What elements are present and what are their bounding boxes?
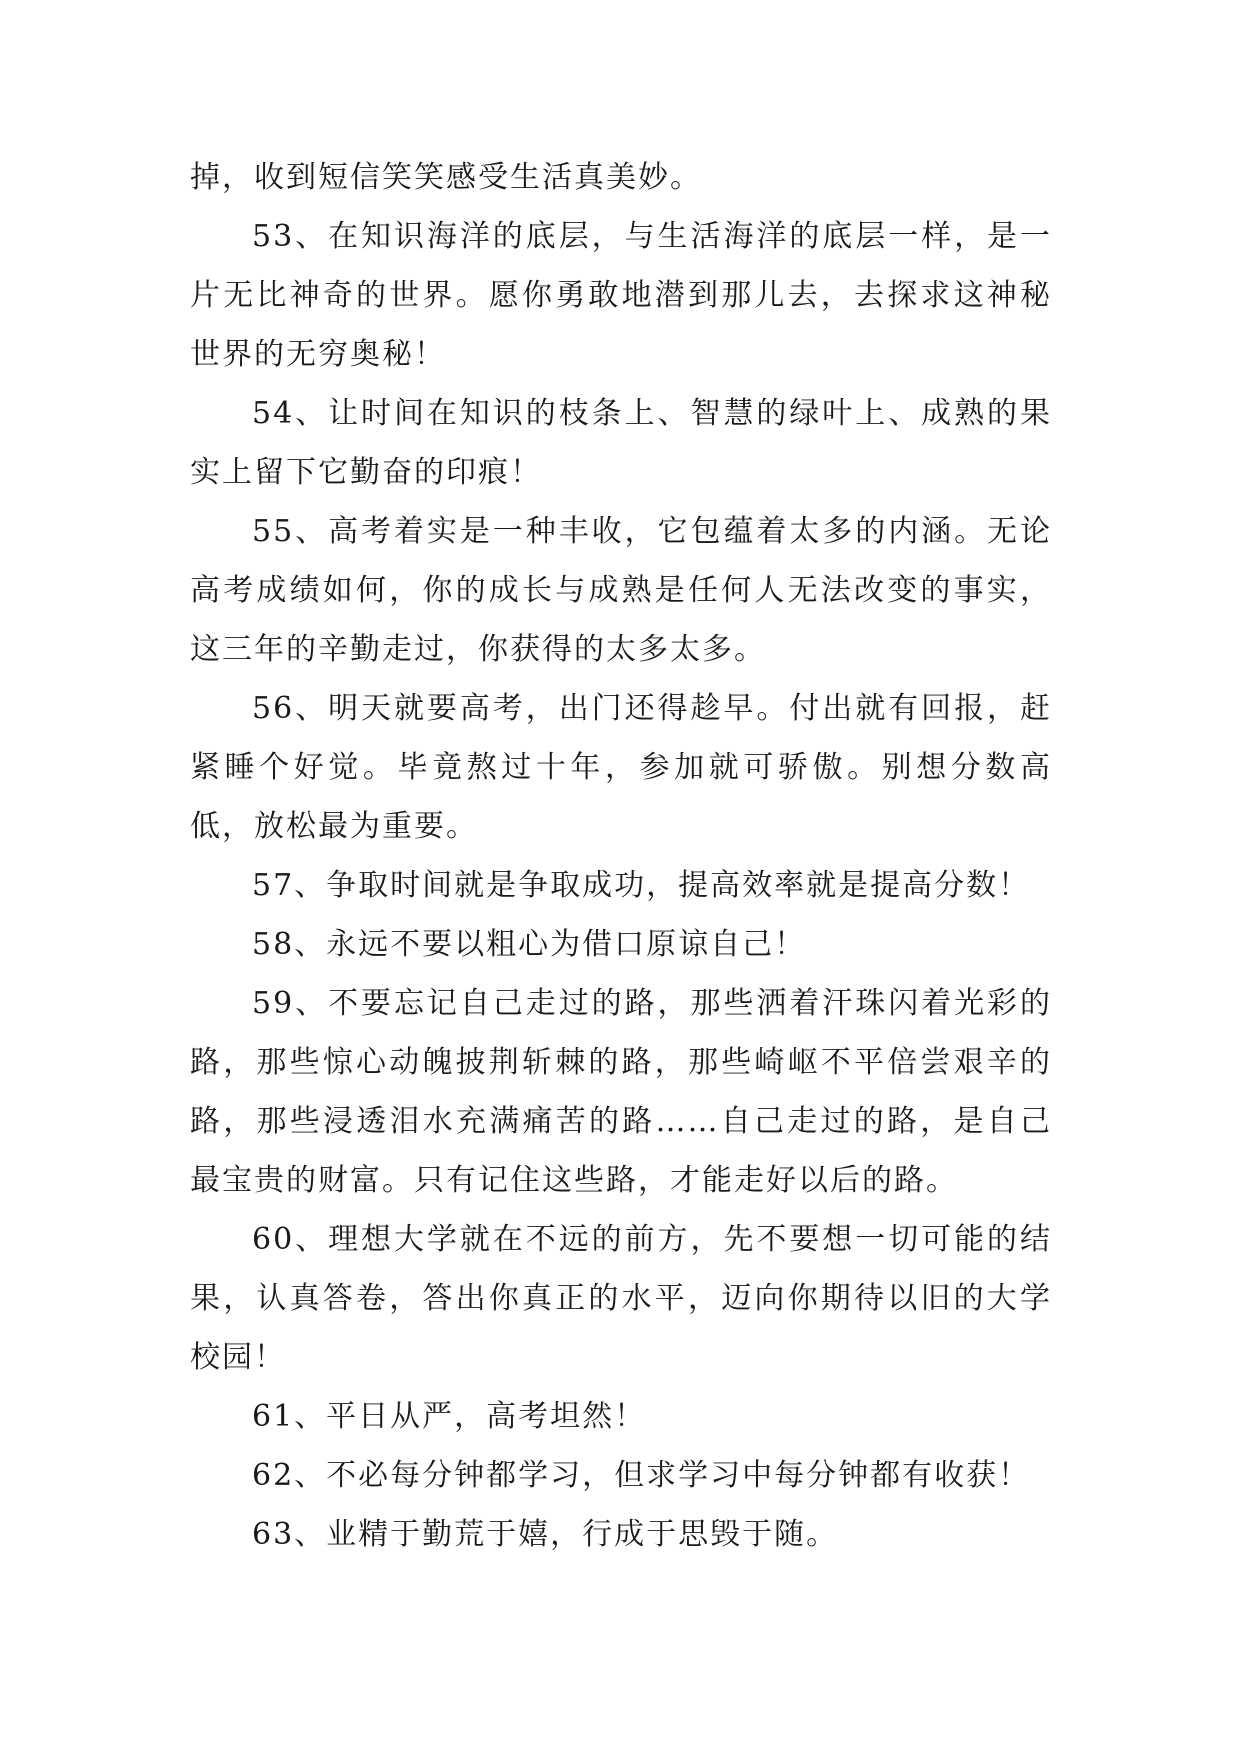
- paragraph-62: 62、不必每分钟都学习，但求学习中每分钟都有收获！: [252, 1458, 1031, 1493]
- paragraph-58: 58、永远不要以粗心为借口原谅自己！: [252, 927, 807, 962]
- paragraph-continuation: 掉，收到短信笑笑感受生活真美妙。: [190, 160, 702, 195]
- paragraph-60: 60、理想大学就在不远的前方，先不要想一切可能的结果，认真答卷，答出你真正的水平，迈向你期待以旧的大学校园！: [190, 1222, 1052, 1375]
- paragraph-56: 56、明天就要高考，出门还得趁早。付出就有回报，赶紧睡个好觉。毕竟熬过十年，参加就可骄傲。别想分数高低，放松最为重要。: [190, 691, 1052, 844]
- document-body: [190, 148, 1052, 1564]
- paragraph-53: 53、在知识海洋的底层，与生活海洋的底层一样，是一片无比神奇的世界。愿你勇敢地潜到那儿去，去探求这神秘世界的无穷奥秘！: [190, 219, 1052, 372]
- paragraph-55: 55、高考着实是一种丰收，它包蕴着太多的内涵。无论高考成绩如何，你的成长与成熟是任何人无法改变的事实，这三年的辛勤走过，你获得的太多太多。: [190, 514, 1052, 667]
- paragraph-59: 59、不要忘记自己走过的路，那些洒着汗珠闪着光彩的路，那些惊心动魄披荆斩棘的路，那些崎岖不平倍尝艰辛的路，那些浸透泪水充满痛苦的路……自己走过的路，是自己最宝贵的财富。只有记住这些路，才能走好以后的路。: [190, 986, 1052, 1198]
- paragraph-57: 57、争取时间就是争取成功，提高效率就是提高分数！: [252, 868, 1031, 903]
- paragraph-63: 63、业精于勤荒于嬉，行成于思毁于随。: [252, 1517, 839, 1552]
- paragraph-54: 54、让时间在知识的枝条上、智慧的绿叶上、成熟的果实上留下它勤奋的印痕！: [190, 396, 1052, 490]
- paragraph-61: 61、平日从严，高考坦然！: [252, 1399, 647, 1434]
